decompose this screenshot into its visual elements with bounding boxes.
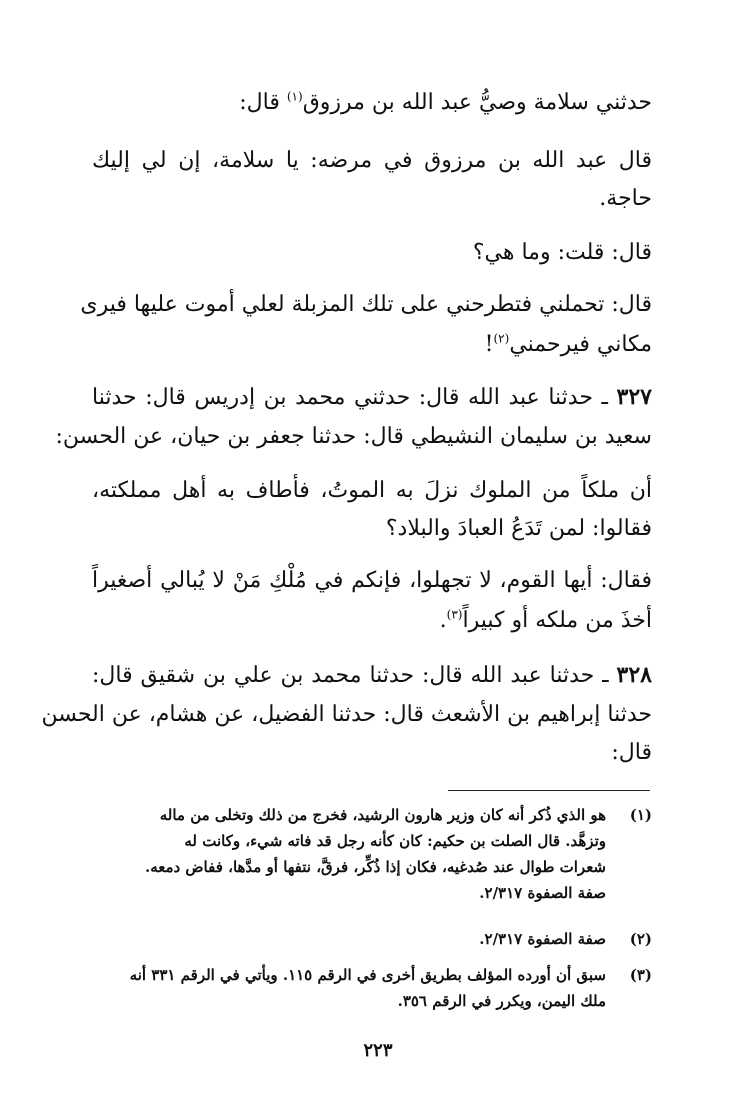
paragraph-line: فقال: أيها القوم، لا تجهلوا، فإنكم في مُلْكِ مَنْ لا يُبالي أصغيراً — [92, 568, 652, 593]
footnote-divider — [448, 790, 650, 791]
text-segment: . — [439, 608, 447, 633]
text-segment: ـ حدثنا عبد الله قال: حدثنا محمد بن علي بن شقيق قال: — [92, 663, 617, 688]
page-number: ٢٢٣ — [363, 1040, 393, 1061]
paragraph-line: حدثنا إبراهيم بن الأشعث قال: حدثنا الفضيل، عن هشام، عن الحسن — [41, 702, 652, 727]
paragraph-line — [92, 330, 652, 360]
paragraph-line — [92, 606, 652, 636]
text-segment: حدثني سلامة وصيُّ عبد الله بن مرزوق — [302, 90, 652, 115]
paragraph-line: فقالوا: لمن تَدَعُ العبادَ والبلاد؟ — [385, 516, 652, 541]
footnote-line: صفة الصفوة ٢/٣١٧. — [479, 884, 606, 902]
footnote-number: (١) — [629, 806, 652, 824]
footnote-ref[interactable]: (٢) — [493, 331, 510, 346]
narration-number: ٣٢٧ — [616, 384, 652, 410]
footnote-line: شعرات طوال عند صُدغيه، فكان إذا ذُكِّر، فرقَّ، نتفها أو مدَّها، ففاض دمعه. — [144, 858, 606, 876]
footnote-line: هو الذي ذُكر أنه كان وزير هارون الرشيد، فخرج من ذلك وتخلى من ماله — [159, 806, 606, 824]
paragraph-line — [92, 660, 652, 691]
paragraph-line: قال: — [611, 740, 652, 765]
footnote-ref[interactable]: (٣) — [446, 607, 463, 622]
footnote-line: سبق أن أورده المؤلف بطريق أخرى في الرقم ١١٥. ويأتي في الرقم ٣٣١ أنه — [129, 966, 606, 984]
paragraph-line: قال: تحملني فتطرحني على تلك المزبلة لعلي أموت عليها فيرى — [80, 292, 652, 317]
text-segment: ! — [484, 332, 494, 357]
text-segment: أخذَ من ملكه أو كبيراً — [462, 608, 652, 633]
paragraph-line: أن ملكاً من الملوك نزلَ به الموتُ، فأطاف به أهل مملكته، — [92, 478, 652, 503]
paragraph-line: قال: قلت: وما هي؟ — [472, 240, 652, 265]
paragraph-line: حاجة. — [599, 186, 652, 211]
text-segment: ـ حدثنا عبد الله قال: حدثني محمد بن إدريس قال: حدثنا — [92, 385, 617, 410]
paragraph-line — [92, 88, 652, 118]
text-segment: قال: — [239, 90, 287, 115]
footnote-line: ملك اليمن، ويكرر في الرقم ٣٥٦. — [397, 992, 606, 1010]
paragraph-line: سعيد بن سليمان النشيطي قال: حدثنا جعفر بن حيان، عن الحسن: — [55, 424, 652, 449]
narration-number: ٣٢٨ — [616, 662, 652, 688]
footnote-number: (٣) — [629, 966, 652, 984]
text-segment: مكاني فيرحمني — [509, 332, 652, 357]
footnote-ref[interactable]: (١) — [286, 89, 303, 104]
footnote-line: صفة الصفوة ٢/٣١٧. — [479, 930, 606, 948]
footnote-number: (٢) — [629, 930, 652, 948]
paragraph-line: قال عبد الله بن مرزوق في مرضه: يا سلامة، إن لي إليك — [92, 148, 652, 173]
paragraph-line — [92, 382, 652, 413]
footnote-line: وتزهَّد. قال الصلت بن حكيم: كان كأنه رجل قد فاته شيء، وكانت له — [184, 832, 606, 850]
